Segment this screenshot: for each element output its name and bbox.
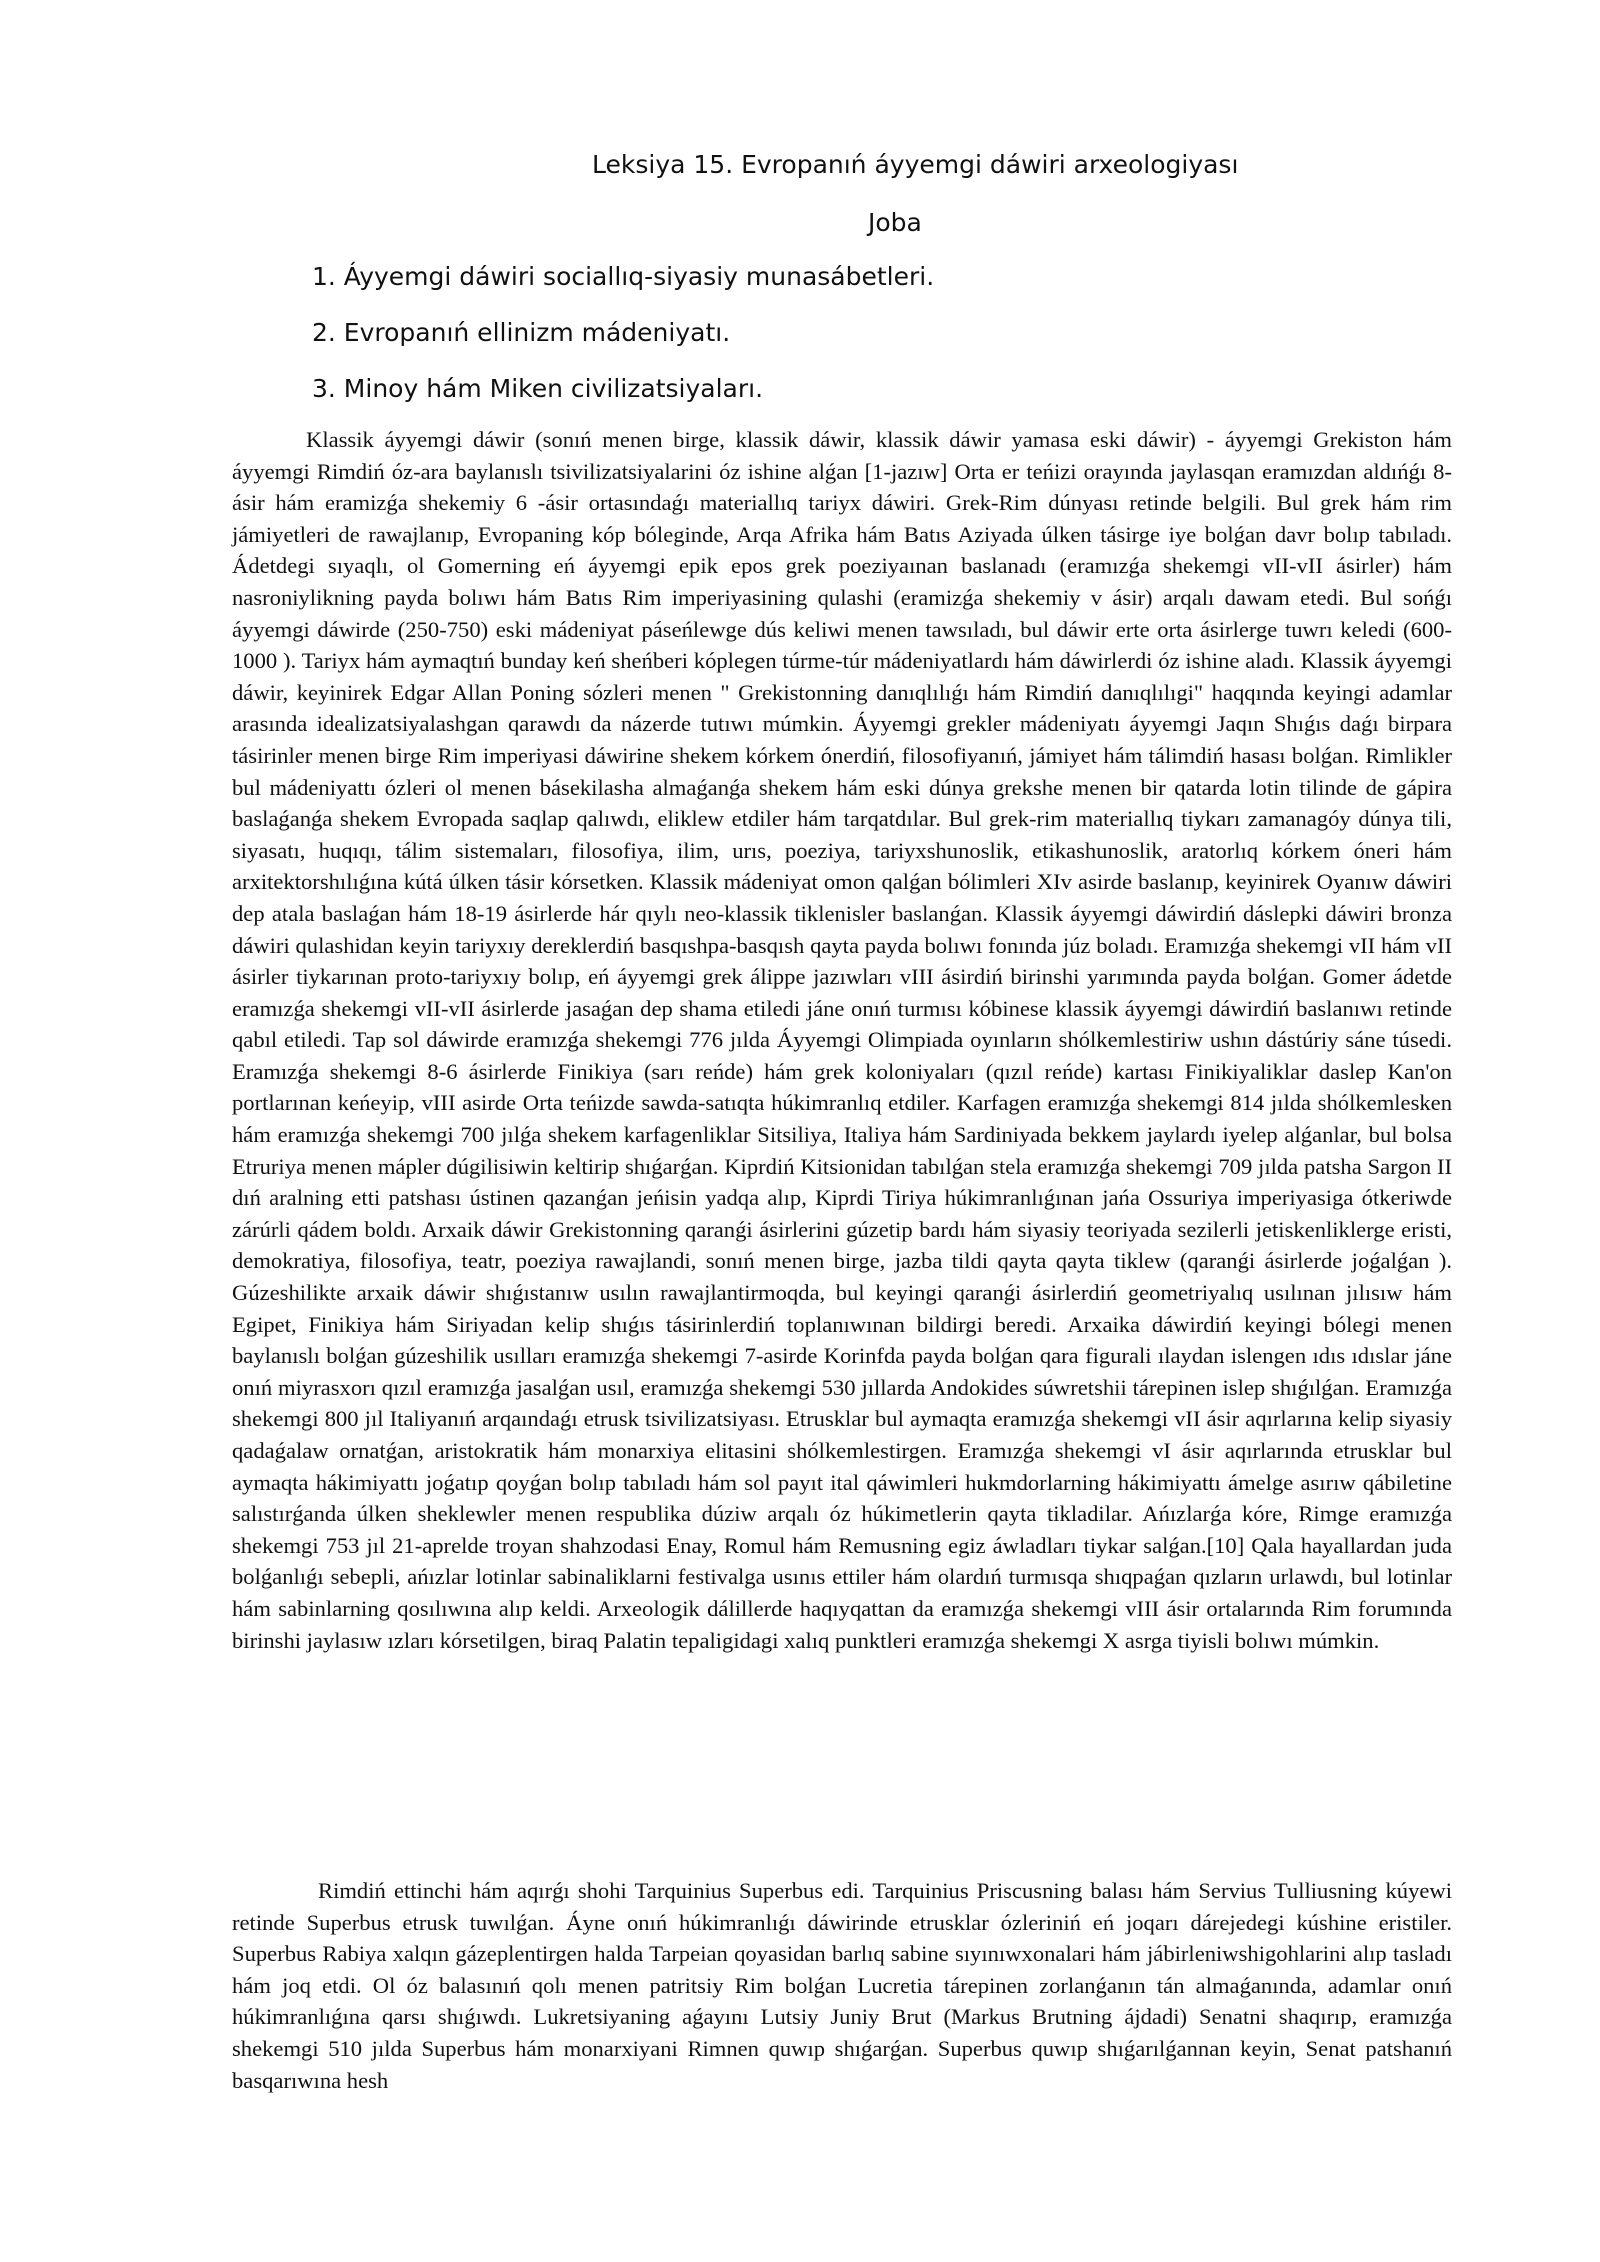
- plan-heading: Joba: [868, 208, 922, 237]
- plan-item: 1. Áyyemgi dáwiri sociallıq-siyasiy munasábetleri.: [312, 262, 935, 291]
- lecture-title-text: Leksiya 15. Evropanıń áyyemgi dáwiri arxeologiyası: [592, 150, 1239, 179]
- body-paragraph: Rimdiń ettinchi hám aqırǵı shohi Tarquinius Superbus edi. Tarquinius Priscusning balası hám Servius Tulliusning kúyewi retinde Superbus etrusk tuwılǵan. Áyne onıń húkimranlıǵı dáwirinde etrusklar ózleriniń eń joqarı dárejedegi kúshine eristiler. Superbus Rabiya xalqın gázeplentirgen halda Tarpeian qoyasidan barlıq sabine sıyınıwxonalari hám jábirleniwshigohlarini alıp tasladı hám joq etdi. Ol óz balasınıń qolı menen patritsiy Rim bolǵan Lucretia tárepinen zorlanǵanın tán almaǵanında, adamlar onıń húkimranlıǵına qarsı shıǵıwdı. Lukretsiyaning aǵayını Lutsiy Juniy Brut (Markus Brutning ájdadi) Senatni shaqırıp, eramızǵa shekemgi 510 jılda Superbus hám monarxiyani Rimnen quwıp shıǵarǵan. Superbus quwıp shıǵarılǵannan keyin, Senat patshanıń basqarıwına hesh: [232, 1878, 1452, 2093]
- body-paragraph: Klassik áyyemgi dáwir (sonıń menen birge, klassik dáwir, klassik dáwir yamasa eski dáwir) - áyyemgi Grekiston hám áyyemgi Rimdiń óz-ara baylanıslı tsivilizatsiyalarini óz ishine alǵan [1-jazıw] Orta er teńizi orayında jaylasqan eramızdan aldıńǵı 8-ásir hám eramizǵa shekemiy 6 -ásir ortasındaǵı materiallıq tariyx dáwiri. Grek-Rim dúnyası retinde belgili. Bul grek hám rim jámiyetleri de rawajlanıp, Evropaning kóp bóleginde, Arqa Afrika hám Batıs Aziyada úlken tásirge iye bolǵan davr bolıp tabıladı. Ádetdegi sıyaqlı, ol Gomerning eń áyyemgi epik epos grek poeziyaınan baslanadı (eramızǵa shekemgi vII-vII ásirler) hám nasroniylikning payda bolıwı hám Batıs Rim imperiyasining qulashi (eramizǵa shekemiy v ásir) arqalı dawam etedi. Bul sońǵı áyyemgi dáwirde (250-750) eski mádeniyat páseńlewge dús keliwi menen tawsıladı, bul dáwir erte orta ásirlerge tuwrı keledi (600-1000 ). Tariyx hám aymaqtıń bunday keń sheńberi kóplegen túrme-túr mádeniyatlardı hám dáwirlerdi óz ishine aladı. Klassik áyyemgi dáwir, keyinirek Edgar Allan Poning sózleri menen " Grekistonning danıqlılıǵı hám Rimdiń danıqlılıgi" haqqında keyingi adamlar arasında idealizatsiyalashgan qarawdı da názerde tutıwı múmkin. Áyyemgi grekler mádeniyatı áyyemgi Jaqın Shıǵıs daǵı birpara tásirinler menen birge Rim imperiyasi dáwirine shekem kórkem ónerdiń, filosofiyanıń, jámiyet hám tálimdiń hasası bolǵan. Rimlikler bul mádeniyattı ózleri ol menen básekilasha almaǵanǵa shekem hám eski dúnya grekshe menen bir qatarda lotin tilinde de gápira baslaǵanǵa shekem Evropada saqlap qalıwdı, eliklew etdiler hám tarqatdılar. Bul grek-rim materiallıq tiykarı zamanagóy dúnya tili, siyasatı, huqıqı, tálim sistemaları, filosofiya, ilim, urıs, poeziya, tariyxshunoslik, etikashunoslik, aratorlıq kórkem óneri hám arxitektorshılıǵına kútá úlken tásir kórsetken. Klassik mádeniyat omon qalǵan bólimleri XIv asirde baslanıp, keyinirek Oyanıw dáwiri dep atala baslaǵan hám 18-19 ásirlerde hár qıylı neo-klassik tiklenisler baslanǵan. Klassik áyyemgi dáwirdiń dáslepki dáwiri bronza dáwiri qulashidan keyin tariyxıy dereklerdiń basqıshpa-basqısh qayta payda bolıwı fonında júz boladı. Eramızǵa shekemgi vII hám vII ásirler tiykarınan proto-tariyxıy bolıp, eń áyyemgi grek álippe jazıwları vIII ásirdiń birinshi yarımında payda bolǵan. Gomer ádetde eramızǵa shekemgi vII-vII ásirlerde jasaǵan dep shama etiledi jáne onıń turmısı kóbinese klassik áyyemgi dáwirdiń baslanıwı retinde qabıl etiledi. Tap sol dáwirde eramızǵa shekemgi 776 jılda Áyyemgi Olimpiada oyınların shólkemlestiriw ushın dástúriy sáne túsedi. Eramızǵa shekemgi 8-6 ásirlerde Finikiya (sarı reńde) hám grek koloniyaları (qızıl reńde) kartası Finikiyaliklar daslep Kan'on portlarınan keńeyip, vIII asirde Orta teńizde sawda-satıqta húkimranlıq etdiler. Karfagen eramızǵa shekemgi 814 jılda shólkemlesken hám eramızǵa shekemgi 700 jılǵa shekem karfagenliklar Sitsiliya, Italiya hám Sardiniyada bekkem jaylardı iyelep alǵanlar, bul bolsa Etruriya menen mápler dúgilisiwin keltirip shıǵarǵan. Kiprdiń Kitsionidan tabılǵan stela eramızǵa shekemgi 709 jılda patsha Sargon II dıń aralning etti patshası ústinen qazanǵan jeńisin yadqa alıp, Kiprdi Tiriya húkimranlıǵınan jańa Ossuriya imperiyasiga ótkeriwde zárúrli qádem boldı. Arxaik dáwir Grekistonning qaranǵi ásirlerini gúzetip bardı hám siyasiy teoriyada sezilerli jetiskenliklerge eristi, demokratiya, filosofiya, teatr, poeziya rawajlandi, sonıń menen birge, jazba tildi qayta qayta tiklew (qaranǵi ásirlerde joǵalǵan ). Gúzeshilikte arxaik dáwir shıǵıstanıw usılın rawajlantirmoqda, bul keyingi qaranǵi ásirlerdiń geometriyalıq usılınan jılısıw hám Egipet, Finikiya hám Siriyadan kelip shıǵıs tásirinlerdiń toplanıwınan bildirgi beredi. Arxaika dáwirdiń keyingi bólegi menen baylanıslı bolǵan gúzeshilik usılları eramızǵa shekemgi 7-asirde Korinfda payda bolǵan qara figurali ılaydan islengen ıdıs ıdıslar jáne onıń miyrasxorı qızıl eramızǵa jasalǵan usıl, eramızǵa shekemgi 530 jıllarda Andokides súwretshii tárepinen islep shıǵılǵan. Eramızǵa shekemgi 800 jıl Italiyanıń arqaındaǵı etrusk tsivilizatsiyası. Etrusklar bul aymaqta eramızǵa shekemgi vII ásir aqırlarına kelip siyasiy qadaǵalaw ornatǵan, aristokratik hám monarxiya elitasini shólkemlestirgen. Eramızǵa shekemgi vI ásir aqırlarında etrusklar bul aymaqta hákimiyattı joǵatıp qoyǵan bolıp tabıladı hám sol payıt ital qáwimleri hukmdorlarning hákimiyattı ámelge asırıw qábiletine salıstırǵanda úlken sheklewler menen respublika dúziw arqalı óz húkimetlerin qayta tikladilar. Ańızlarǵa kóre, Rimge eramızǵa shekemgi 753 jıl 21-aprelde troyan shahzodasi Enay, Romul hám Remusning egiz áwladları tiykar salǵan.[10] Qala hayallardan juda bolǵanlıǵı sebepli, ańızlar lotinlar sabinaliklarni festivalga usınıs ettiler hám olardıń turmısqa shıqpaǵan qızların urlawdı, bul lotinlar hám sabinlarning qosılıwına alıp keldi. Arxeologik dálillerde haqıyqattan da eramızǵa shekemgi vIII ásir ortalarında Rim forumında birinshi jaylasıw ızları kórsetilgen, biraq Palatin tepaligidagi xalıq punktleri eramızǵa shekemgi X asrga tiyisli bolıwı múmkin.: [232, 427, 1452, 1653]
- body-section-2: [232, 1875, 1452, 2096]
- plan-item: 2. Evropanıń ellinizm mádeniyatı.: [312, 318, 731, 347]
- body-section-1: [232, 424, 1452, 1656]
- plan-item: 3. Minoy hám Miken civilizatsiyaları.: [312, 374, 764, 403]
- plan-list: [312, 262, 934, 430]
